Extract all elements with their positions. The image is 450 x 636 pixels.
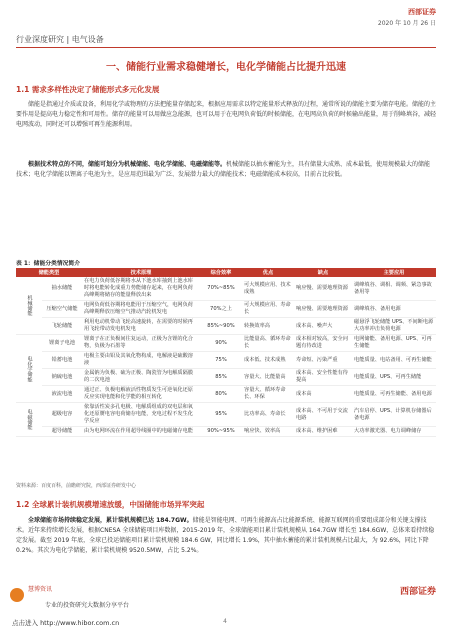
company-logo-top: 西部证券	[408, 8, 436, 16]
type-cell: 液流电池	[42, 386, 82, 403]
hibor-logo-icon	[10, 588, 24, 602]
pros-cell: 比功率高、寿命长	[242, 403, 294, 427]
cons-cell: 成本高、噪声大	[294, 318, 352, 335]
header-principle: 技术原理	[82, 268, 200, 277]
principle-cell: 锂离子在正负极间往复运动，正极为含锂的化合物，负极为石墨等	[82, 335, 200, 352]
applications-cell: 电网储能、备用电源、UPS、可再生储能	[352, 335, 436, 352]
type-cell: 飞轮储能	[42, 318, 82, 335]
applications-cell: 电能质量、可再生储能、备用电源	[352, 386, 436, 403]
principle-cell: 由为电网环流在作用超导线圈中的电磁储存电能	[82, 427, 200, 437]
pros-cell: 可大规模应用、技术成熟	[242, 277, 294, 301]
pros-cell: 容量大、比能量高	[242, 369, 294, 386]
header-type: 储能类型	[16, 268, 82, 277]
table-row	[16, 335, 436, 352]
principle-cell: 在电力负荷低谷期将水从下池水库抽到上池水库时将电能转化成重力势能储存起来，在电网负荷高峰期将储存的能量释放出来	[82, 277, 200, 301]
cons-cell: 响应慢、需要地理资源	[294, 277, 352, 301]
type-cell: 锂离子电池	[42, 335, 82, 352]
efficiency-cell: 70%~85%	[200, 277, 242, 301]
header-efficiency: 综合效率	[200, 268, 242, 277]
cons-cell: 成本高、安全性能有待提高	[294, 369, 352, 386]
efficiency-cell: 70%之上	[200, 301, 242, 318]
efficiency-cell: 85%	[200, 369, 242, 386]
applications-cell: 调峰填谷、备用电源	[352, 301, 436, 318]
type-cell: 超导储能	[42, 427, 82, 437]
type-cell: 抽水储能	[42, 277, 82, 301]
paragraph-3-body: 储能是智能电网、可再生能源高占比能源系统、能源互联网的重要组成部分和关键支撑技术。近年来持续增长发展，根据CNESA 全球储能项目库数据，2015-2019 年，全球储能项目累计装机规模从 164.7GW 增长至 184.6GW，总体来看持续稳定发展。截至 2019 年底，全球已投运储能项目累计装机规模 184.6 GW，同比增长 1.9%，其中抽水蓄能的累计装机规模占比最大，为 92.6%，同比下降 0.2%。其次为电化学储能，累计装机规模 9520.5MW，占比 5.2%。	[16, 517, 435, 554]
efficiency-cell: 90%	[200, 335, 242, 352]
table-row	[16, 403, 436, 427]
pros-cell: 成本低、技术成熟	[242, 352, 294, 369]
principle-cell: 电网负荷低谷期将电能用于压缩空气，电网负荷高峰期释放压缩空气推动汽轮机发电	[82, 301, 200, 318]
category-cell: 电化学储能	[16, 335, 42, 403]
storage-table	[16, 268, 436, 437]
cons-cell: 成本相对较高，安全问题有待改进	[294, 335, 352, 352]
principle-cell: 利用电动机带动飞轮高速旋转，在需要的时候再用飞轮带动发电机发电	[82, 318, 200, 335]
header-cons: 缺点	[294, 268, 352, 277]
report-date: 2020 年 10 月 26 日	[377, 20, 436, 27]
pros-cell: 比能量高、循环寿命长	[242, 335, 294, 352]
pros-cell: 可大规模应用、寿命长	[242, 301, 294, 318]
category-cell: 电磁储能	[16, 403, 42, 437]
type-cell: 超级电容	[42, 403, 82, 427]
table-row	[16, 301, 436, 318]
paragraph-3	[16, 516, 436, 556]
principle-cell: 通过正、负极电解液活性物质发生可逆氧化还原反应实现电能和化学能的相互转化	[82, 386, 200, 403]
footer-link[interactable]: 点击进入 http://www.hibor.com.cn	[12, 619, 120, 627]
cons-cell: 响应慢、需要地理资源	[294, 301, 352, 318]
principle-cell: 金属钠为负极、硫为正极、陶瓷管为电解质隔膜的二次电池	[82, 369, 200, 386]
type-cell: 钠硫电池	[42, 369, 82, 386]
efficiency-cell: 75%	[200, 352, 242, 369]
table-row	[16, 277, 436, 301]
subsection-title-1: 1.1 需求多样性决定了储能形式多元化发展	[16, 85, 160, 94]
cons-cell: 成本高、不可用于交流电路	[294, 403, 352, 427]
table-row	[16, 318, 436, 335]
applications-cell: 大功率激光器、电力调峰储存	[352, 427, 436, 437]
table-title: 表 1：储能分类情况简介	[16, 261, 81, 267]
table-source: 资料来源：百度百科，前瞻研究院，西部证券研发中心	[16, 483, 137, 489]
efficiency-cell: 85%~90%	[200, 318, 242, 335]
table-row	[16, 427, 436, 437]
paragraph-2	[16, 160, 436, 180]
section-title: 一、储能行业需求稳健增长，电化学储能占比提升迅速	[106, 62, 346, 73]
efficiency-cell: 80%	[200, 386, 242, 403]
header-rule	[16, 47, 436, 48]
type-cell: 压缩空气储能	[42, 301, 82, 318]
table-row	[16, 386, 436, 403]
subsection-title-2: 1.2 全球累计装机规模增速放缓，中国储能市场异军突起	[16, 500, 205, 509]
paragraph-2-body: 机械储能以抽水蓄能为主，具有储量大成熟、成本最低，使用规模最大的储能技术；电化学储能以锂离子电池为主，是应用范围最为广泛、发展潜力最大的储能技术；电磁储能成本较高，目前占比较低。	[16, 161, 431, 178]
principle-cell: 电极主要由铅及其氧化物构成，电解液是硫酸溶液	[82, 352, 200, 369]
cons-cell: 成本高	[294, 386, 352, 403]
paragraph-2-lead: 根据技术特点的不同，储能可划分为机械储能、电化学储能、电磁储能等。	[28, 161, 227, 168]
applications-cell: 调峰填谷、调相、调频、紧急事故备用等	[352, 277, 436, 301]
table-header-row	[16, 268, 436, 277]
header-pros: 优点	[242, 268, 294, 277]
pros-cell: 响应快、效率高	[242, 427, 294, 437]
efficiency-cell: 90%~95%	[200, 427, 242, 437]
paragraph-1: 储能是指通过介质或设备，利用化学或物理的方法把能量存储起来，根据应用需求以特定能量形式释放的过程，通常所说的储能主要为储存电能。储能的主要作用是提高电力稳定性和可用性。储存的能量可以用做应急能源，也可以用于在电网负荷低的时候储能，在电网高负荷的时候输出能量，用于削峰填谷，减轻电网波动，同时还可以增强可再生能源利用。	[16, 101, 437, 128]
category-cell: 机械储能	[16, 277, 42, 335]
pros-cell: 转换效率高	[242, 318, 294, 335]
applications-cell: 磁悬浮飞轮储能 UPS、不间断电源大功率冲击负荷电源	[352, 318, 436, 335]
header-applications: 主要应用	[352, 268, 436, 277]
applications-cell: 汽车启停、UPS、计算机存储器后备电源	[352, 403, 436, 427]
cons-cell: 成本高、维护困难	[294, 427, 352, 437]
page-header: 行业深度研究 | 电气设备	[16, 35, 104, 44]
pros-cell: 容量大、循环寿命长、环保	[242, 386, 294, 403]
footer-logo: 慧博资讯	[28, 586, 53, 593]
efficiency-cell: 95%	[200, 403, 242, 427]
table-row	[16, 352, 436, 369]
paragraph-3-lead: 全球储能市场持续稳定发展，累计装机规模已达 184.7GW。	[28, 517, 193, 524]
footer-brand-logo: 西部证券	[399, 587, 436, 597]
applications-cell: 电能质量、电站备用、可再生储能	[352, 352, 436, 369]
table-row	[16, 369, 436, 386]
footer-text: 专业的投资研究大数据分享平台	[45, 602, 130, 609]
principle-cell: 依靠活性炭多孔电极、电解质组成的双电层和氧化还原赝电容电荷储存电能，充电过程不发生化学反应	[82, 403, 200, 427]
page-number: 4	[223, 618, 227, 625]
cons-cell: 寿命短、污染严重	[294, 352, 352, 369]
applications-cell: 电能质量、UPS、可再生储能	[352, 369, 436, 386]
type-cell: 铅蓄电池	[42, 352, 82, 369]
